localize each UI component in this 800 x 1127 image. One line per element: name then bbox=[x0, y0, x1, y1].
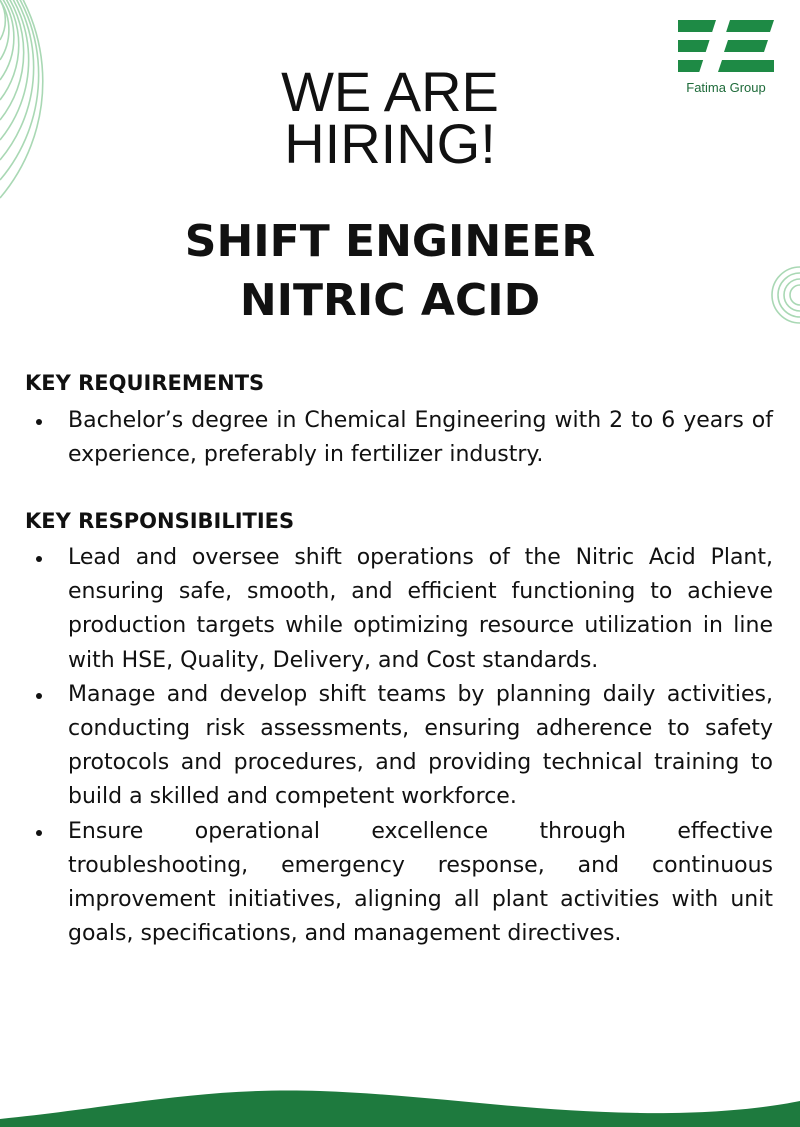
key-requirements-heading: KEY REQUIREMENTS bbox=[25, 371, 265, 395]
list-item: Ensure operational excellence through effective troubleshooting, emergency response, and continuous improvement initiatives, aligning all plant activities with unit goals, specifications, and management directives. bbox=[68, 815, 773, 952]
list-item: Bachelor’s degree in Chemical Engineering with 2 to 6 years of experience, preferably in fertilizer industry. bbox=[68, 404, 773, 472]
job-title-line-1: SHIFT ENGINEER bbox=[184, 216, 596, 267]
bottom-green-wave bbox=[0, 1067, 800, 1127]
requirements-list bbox=[68, 404, 773, 472]
job-title-line-2: NITRIC ACID bbox=[239, 275, 541, 326]
list-item: Lead and oversee shift operations of the Nitric Acid Plant, ensuring safe, smooth, and efficient functioning to achieve production targets while optimizing resource utilization in line with HSE, Quality, Delivery, and Cost standards. bbox=[68, 541, 773, 678]
headline-line-2: HIRING! bbox=[284, 112, 496, 175]
hiring-headline bbox=[0, 60, 780, 175]
key-responsibilities-heading: KEY RESPONSIBILITIES bbox=[25, 509, 295, 533]
headline-line-1: WE ARE bbox=[281, 60, 499, 123]
job-title bbox=[0, 212, 780, 330]
logo-company-name: Fatima Group bbox=[686, 80, 766, 95]
list-item: Manage and develop shift teams by planning daily activities, conducting risk assessments, ensuring adherence to safety protocols and procedures, and providing technical training to build a skilled and competent workforce. bbox=[68, 678, 773, 815]
responsibilities-list bbox=[68, 541, 773, 951]
